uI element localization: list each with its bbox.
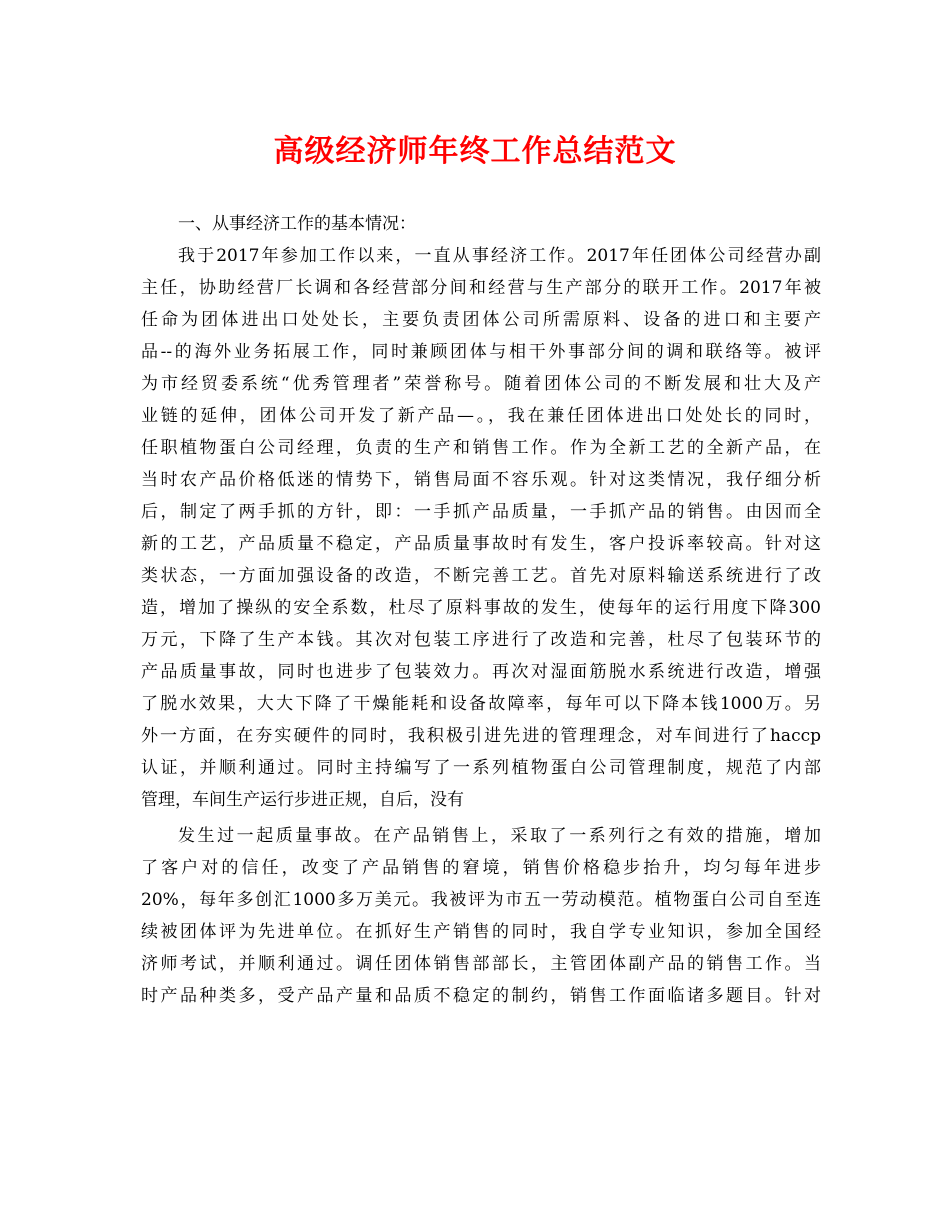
- paragraph-line: 造，增加了操纵的安全系数，杜尽了原料事故的发生，使每年的运行用度下降300: [141, 598, 821, 618]
- paragraph-line: 新的工艺，产品质量不稳定，产品质量事故时有发生，客户投诉率较高。针对这: [141, 534, 821, 554]
- paragraph-line: 20%，每年多创汇1000多万美元。我被评为市五一劳动模范。植物蛋白公司自至连: [141, 890, 821, 910]
- paragraph-line: 主任，协助经营厂长调和各经营部分间和经营与生产部分的联开工作。2017年被: [141, 278, 821, 298]
- paragraph-line: 任职植物蛋白公司经理，负责的生产和销售工作。作为全新工艺的全新产品，在: [141, 438, 821, 458]
- paragraph-line: 外一方面，在夯实硬件的同时，我积极引进先进的管理理念，对车间进行了haccp: [141, 726, 821, 746]
- paragraph-line: 当时农产品价格低迷的情势下，销售局面不容乐观。针对这类情况，我仔细分析: [141, 470, 821, 490]
- paragraph-line: 一、从事经济工作的基本情况：: [178, 214, 416, 234]
- paragraph-line: 产品质量事故，同时也进步了包装效力。再次对湿面筋脱水系统进行改造，增强: [141, 662, 821, 682]
- paragraph-line: 发生过一起质量事故。在产品销售上，采取了一系列行之有效的措施，增加: [178, 826, 821, 846]
- paragraph-line: 业链的延伸，团体公司开发了新产品—。，我在兼任团体进出口处处长的同时，: [141, 406, 821, 426]
- paragraph-line: 后，制定了两手抓的方针，即：一手抓产品质量，一手抓产品的销售。由因而全: [141, 502, 821, 522]
- paragraph-line: 类状态，一方面加强设备的改造，不断完善工艺。首先对原料输送系统进行了改: [141, 566, 821, 586]
- paragraph-line: 万元，下降了生产本钱。其次对包装工序进行了改造和完善，杜尽了包装环节的: [141, 630, 821, 650]
- paragraph-line: 认证，并顺利通过。同时主持编写了一系列植物蛋白公司管理制度，规范了内部: [141, 758, 821, 778]
- document-title: 高级经济师年终工作总结范文: [273, 134, 677, 169]
- paragraph-line: 我于2017年参加工作以来，一直从事经济工作。2017年任团体公司经营办副: [178, 246, 821, 266]
- paragraph-line: 了客户对的信任，改变了产品销售的窘境，销售价格稳步抬升，均匀每年进步: [141, 858, 821, 878]
- paragraph-line: 续被团体评为先进单位。在抓好生产销售的同时，我自学专业知识，参加全国经: [141, 922, 821, 942]
- paragraph-line: 时产品种类多，受产品产量和品质不稳定的制约，销售工作面临诸多题目。针对: [141, 986, 821, 1006]
- paragraph-line: 济师考试，并顺利通过。调任团体销售部部长，主管团体副产品的销售工作。当: [141, 954, 821, 974]
- paragraph-line: 任命为团体进出口处处长，主要负责团体公司所需原料、设备的进口和主要产: [141, 310, 821, 330]
- paragraph-line: 管理，车间生产运行步进正规，自后，没有: [141, 790, 464, 810]
- paragraph-line: 为市经贸委系统“优秀管理者”荣誉称号。随着团体公司的不断发展和壮大及产: [141, 374, 821, 394]
- paragraph-line: 了脱水效果，大大下降了干燥能耗和设备故障率，每年可以下降本钱1000万。另: [141, 694, 821, 714]
- paragraph-line: 品--的海外业务拓展工作，同时兼顾团体与相干外事部分间的调和联络等。被评: [141, 342, 821, 362]
